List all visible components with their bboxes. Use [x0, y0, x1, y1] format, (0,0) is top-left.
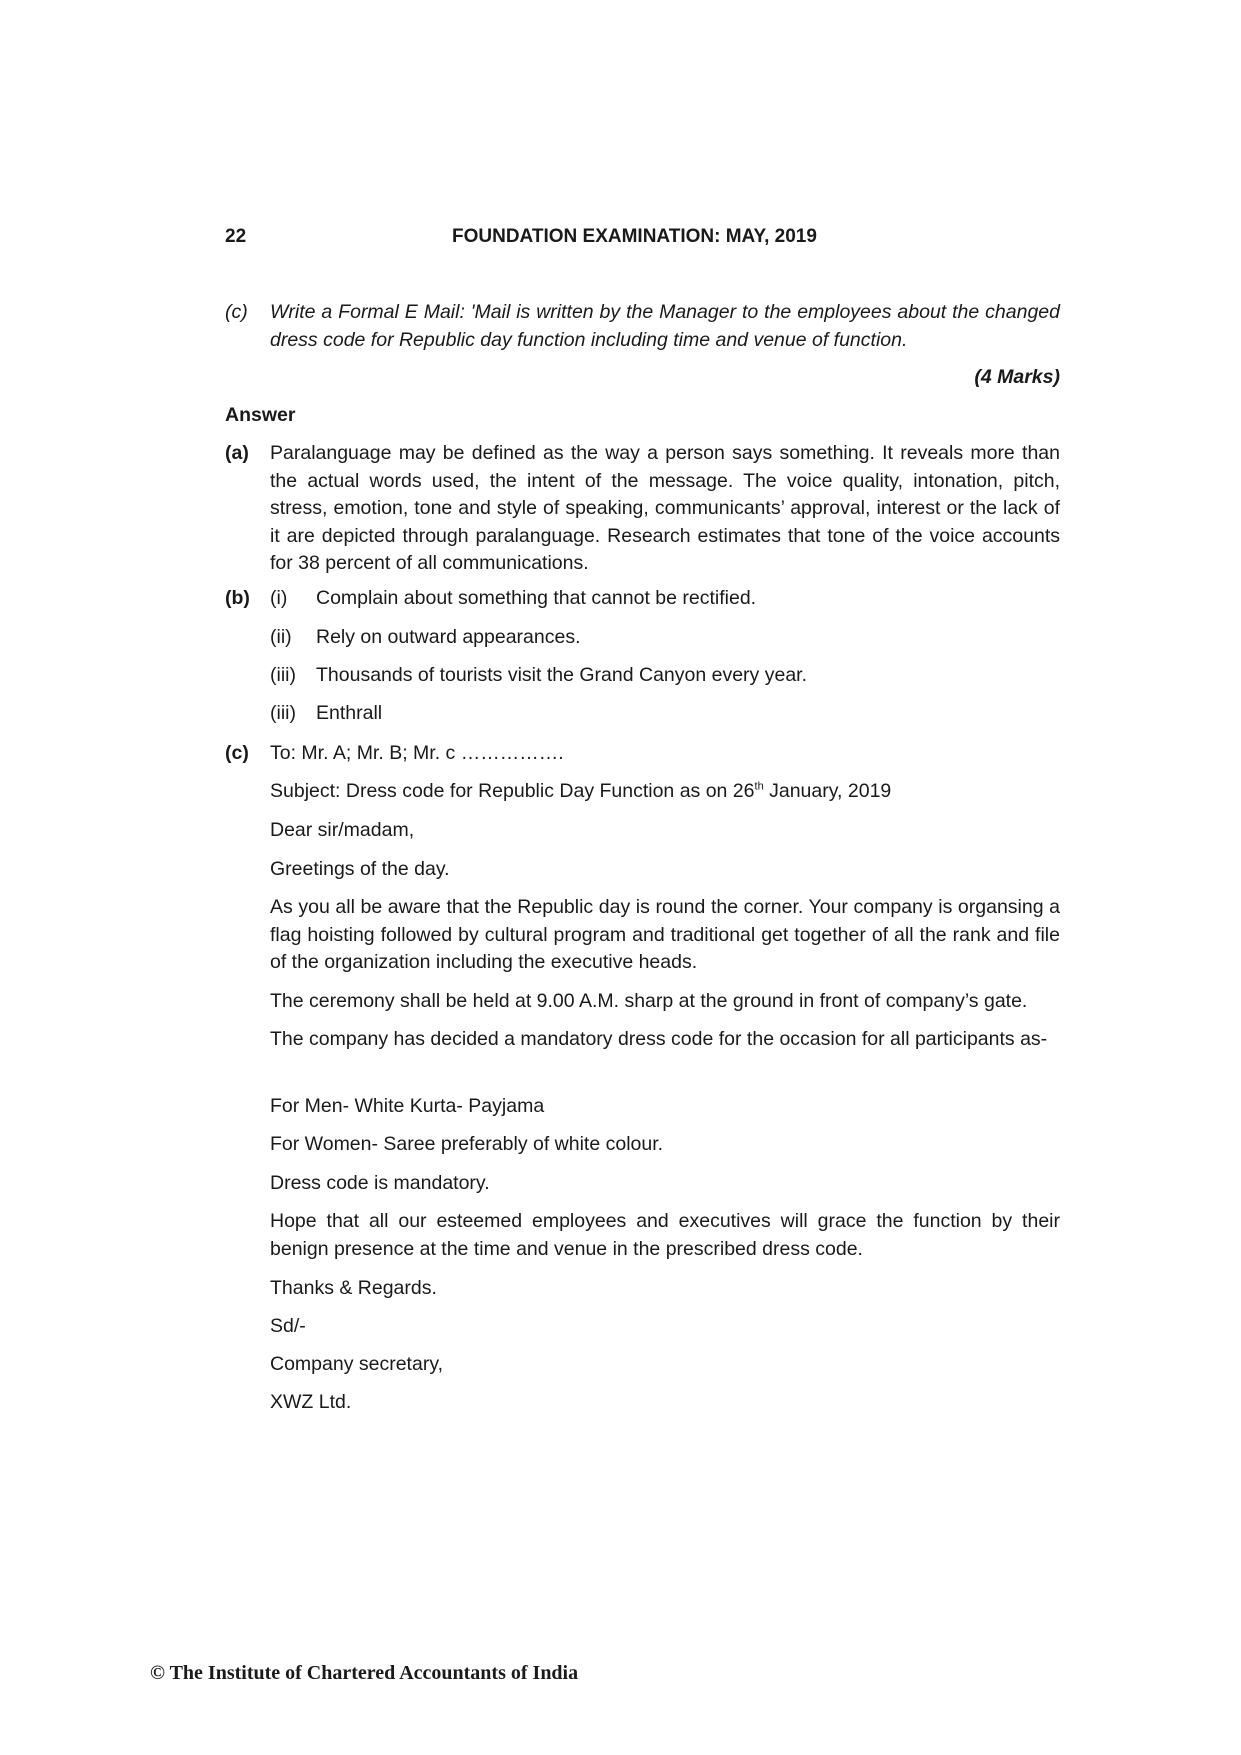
- email-designation: Company secretary,: [270, 1353, 444, 1375]
- email-subject-text: Subject: Dress code for Republic Day Function as on 26: [270, 780, 755, 802]
- answer-b-roman: (i): [270, 587, 288, 609]
- answer-b-item: [270, 700, 382, 727]
- answer-b-item: [270, 585, 756, 612]
- email-greeting: Greetings of the day.: [270, 858, 450, 880]
- answer-b-text: Complain about something that cannot be rectified.: [316, 587, 757, 609]
- email-body-1: As you all be aware that the Republic day is round the corner. Your company is organsing a flag hoisting followed by cultural program and traditional get together of all the rank and file of the organization including the executive heads.: [270, 896, 1060, 973]
- email-sd: Sd/-: [270, 1315, 306, 1337]
- answer-a: [225, 440, 1060, 578]
- answer-c-label: (c): [225, 742, 249, 764]
- answer-b-item: [270, 624, 581, 651]
- email-subject-date: January, 2019: [763, 780, 892, 802]
- question-marks: (4 Marks): [974, 366, 1060, 388]
- email-body-2: The ceremony shall be held at 9.00 A.M. sharp at the ground in front of company’s gate.: [270, 990, 1028, 1012]
- question-text: Write a Formal E Mail: 'Mail is written by the Manager to the employees about the changed dress code for Republic day function including time and venue of function.: [270, 301, 1060, 351]
- email-mandatory: Dress code is mandatory.: [270, 1172, 490, 1194]
- question-c: [225, 298, 1060, 354]
- email-subject-sup: th: [754, 780, 764, 793]
- answer-b-text: Rely on outward appearances.: [316, 626, 581, 648]
- email-to: To: Mr. A; Mr. B; Mr. c …………….: [270, 742, 564, 764]
- page-title: FOUNDATION EXAMINATION: MAY, 2019: [452, 226, 817, 247]
- answer-b-roman: (iii): [270, 702, 296, 724]
- answer-b-text: Enthrall: [316, 702, 383, 724]
- email-thanks: Thanks & Regards.: [270, 1277, 437, 1299]
- footer-copyright: © The Institute of Chartered Accountants of India: [150, 1662, 579, 1684]
- answer-b-roman: (iii): [270, 664, 296, 686]
- answer-a-label: (a): [225, 442, 249, 464]
- question-label: (c): [225, 301, 248, 323]
- email-company: XWZ Ltd.: [270, 1391, 352, 1413]
- email-dress-women: For Women- Saree preferably of white colour.: [270, 1133, 664, 1155]
- email-body-3: The company has decided a mandatory dress code for the occasion for all participants as-: [270, 1028, 1048, 1050]
- answer-b-item: [270, 662, 807, 689]
- email-dress-men: For Men- White Kurta- Payjama: [270, 1095, 545, 1117]
- email-closing: Hope that all our esteemed employees and executives will grace the function by their benign presence at the time and venue in the prescribed dress code.: [270, 1210, 1060, 1260]
- answer-a-text: Paralanguage may be defined as the way a person says something. It reveals more than the actual words used, the intent of the message. The voice quality, intonation, pitch, stress, emotion, tone and style of speaking, communicants’ approval, interest or the lack of it are depicted through paralanguage. Research estimates that tone of the voice accounts for 38 percent of all communications.: [270, 442, 1060, 574]
- answer-heading: Answer: [225, 404, 296, 426]
- answer-b-text: Thousands of tourists visit the Grand Canyon every year.: [316, 664, 807, 686]
- answer-b-roman: (ii): [270, 626, 292, 648]
- page-number: 22: [225, 226, 247, 247]
- email-salutation: Dear sir/madam,: [270, 819, 415, 841]
- answer-b-label: (b): [225, 587, 250, 609]
- email-subject: [270, 778, 1060, 806]
